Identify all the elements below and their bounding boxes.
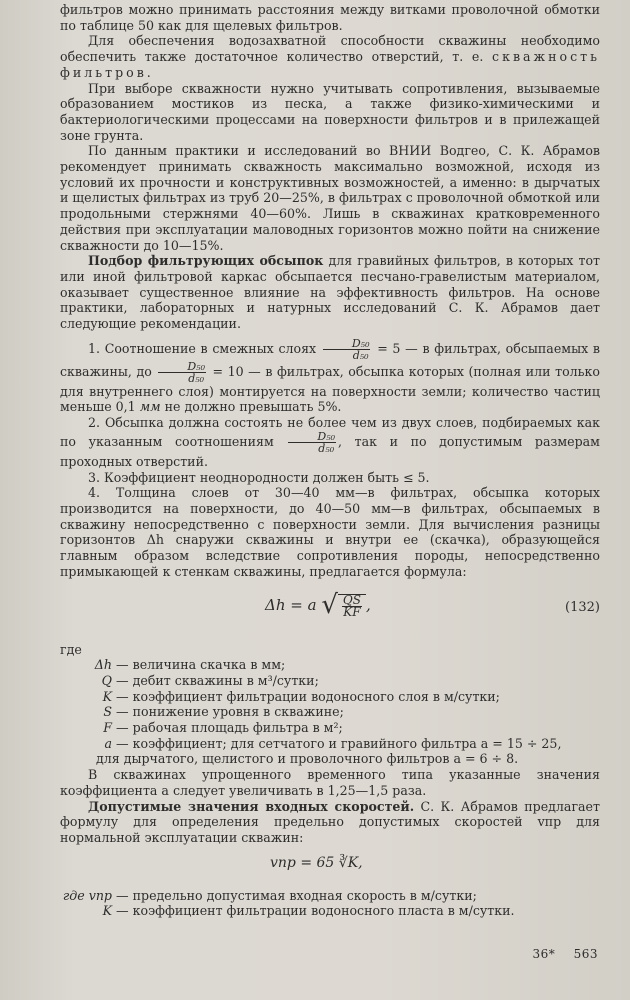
- formula-velocity: vпр = 65 ∛K,: [270, 854, 363, 871]
- definition-symbol: S: [103, 704, 112, 720]
- definition-text: — рабочая площадь фильтра в м²;: [116, 720, 343, 736]
- formula-132: Δh = a √ $\frac{QS}{KF}$ , (132): [265, 589, 600, 620]
- definition-row: [60, 903, 600, 919]
- list-item: 2. Обсыпка должна состоять не более чем из двух слоев, подбираемых как по указанным соотношениям $\frac{\text{D₅₀}}{\text{d₅₀}}$ , так и по допустимым размерам проходных отверстий.: [60, 415, 600, 469]
- fraction: $\frac{\text{D₅₀}}{\text{d₅₀}}$: [323, 338, 371, 361]
- paragraph: В скважинах упрощенного временного типа указанные значения коэффициента a следует увеличивать в 1,25—1,5 раза.: [60, 767, 600, 798]
- formula-number: (132): [565, 599, 600, 615]
- list-item: 4. Толщина слоев от 30—40 мм—в фильтрах, обсыпка которых производится на поверхности, до 40—50 мм—в фильтрах, обсыпаемых в скважину непосредственно с поверхности земли. Для вычисления разницы горизонтов Δh снаружи скважины и внутри ее (скачка), образующейся главным образом вследствие сопротивления породы, непосредственно примыкающей к стенкам скважины, предлагается формула:: [60, 485, 600, 579]
- definition-continuation: для дырчатого, щелистого и проволочного фильтров a = 6 ÷ 8.: [96, 751, 519, 767]
- definition-row: [60, 888, 600, 904]
- section-heading: Допустимые значения входных скоростей.: [88, 798, 415, 814]
- definition-symbol: K: [102, 688, 112, 704]
- spaced-term: скважность фильтров.: [60, 49, 600, 80]
- paragraph: По данным практики и исследований во ВНИИ Водгео, С. К. Абрамов рекомендует принимать скважность максимально возможной, исходя из условий их прочности и конструктивных возможностей, а именно: в дырчатых и щелистых фильтрах из труб 20—25%, в фильтрах с проволочной обмоткой или продольными стержнями 40—60%. Лишь в скважинах кратковременного действия при эксплуатации маловодных горизонтов можно пойти на снижение скважности до 10—15%.: [60, 143, 600, 253]
- definition-text: — коэффициент фильтрации водоносного слоя в м/сутки;: [116, 688, 500, 704]
- paragraph: [60, 253, 600, 332]
- section-heading: Подбор фильтрующих обсыпок: [88, 253, 324, 269]
- fraction: $\frac{\text{D₅₀}}{\text{d₅₀}}$: [288, 431, 336, 454]
- definition-symbol: Δh: [94, 657, 112, 673]
- definition-symbol: K: [102, 903, 112, 919]
- definition-text: — понижение уровня в скважине;: [116, 704, 344, 720]
- definition-text: — коэффициент; для сетчатого и гравийного фильтра a = 15 ÷ 25,: [116, 735, 562, 751]
- definition-text: — величина скачка в мм;: [116, 657, 286, 673]
- definition-text: — дебит скважины в м³/сутки;: [116, 672, 319, 688]
- definition-symbol: F: [103, 720, 112, 736]
- definition-row: [60, 736, 600, 752]
- definitions: [60, 888, 600, 919]
- page-footer: [518, 947, 598, 963]
- definitions: где Δh — величина скачка в мм; Q — дебит скважины в м³/сутки; K — коэффициент фильтрации водоносного слоя в м/сутки; S — понижение уровня в скважине; F — рабочая площадь фильтра в м²; a — коэффициент; для сетчатого и гравийного фильтра a = 15 ÷ 25, для дырчатого, щелистого и проволочного фильтров a = 6 ÷ 8.: [60, 642, 600, 768]
- paragraph-text: для гравийных фильтров, в которых тот или иной фильтровой каркас обсыпается песчано-гравелистым материалом, оказывает существенное влияние на эффективность фильтров. На основе практики, лабораторных и натурных исследований С. К. Абрамов дает следующие рекомендации.: [60, 253, 600, 332]
- paragraph: фильтров можно принимать расстояния между витками проволочной обмотки по таблице 50 как для щелевых фильтров.: [60, 2, 600, 33]
- paragraph-text: Для обеспечения водозахватной способности скважины необходимо обеспечить также достаточное количество отверстий, т. е.: [60, 33, 600, 65]
- page-number: 563: [573, 947, 598, 961]
- definition-row: [60, 704, 600, 720]
- definition-row: [60, 673, 600, 689]
- definition-text: — предельно допустимая входная скорость в м/сутки;: [116, 887, 477, 903]
- definition-symbol: Q: [101, 672, 112, 688]
- paragraph: При выборе скважности нужно учитывать сопротивления, вызываемые образованием мостиков из песка, а также физико-химическими и бактериологическими процессами на поверхности фильтров и в прилежащей зоне грунта.: [60, 80, 600, 143]
- definition-row: [60, 657, 600, 673]
- definition-symbol: a: [104, 735, 112, 751]
- fraction: $\frac{\text{D₅₀}}{\text{d₅₀}}$: [158, 361, 206, 384]
- definition-row: [60, 720, 600, 736]
- definition-symbol: где vпр: [62, 887, 112, 903]
- paragraph: [60, 33, 600, 80]
- list-item: 3. Коэффициент неоднородности должен быть ≤ 5.: [88, 469, 430, 485]
- list-item: 1. Соотношение в смежных слоях $\frac{\text{D₅₀}}{\text{d₅₀}}$ = 5 — в фильтрах, обсыпаемых в скважины, до $\frac{\text{D₅₀}}{\text{d₅₀}}$ = 10 — в фильтрах, обсыпка которых (полная или только для внутреннего слоя) монтируется на поверхности земли; количество частиц меньше 0,1 мм не должно превышать 5%.: [60, 336, 600, 415]
- definition-text: — коэффициент фильтрации водоносного пласта в м/сутки.: [116, 903, 515, 919]
- signature-mark: 36*: [532, 947, 556, 961]
- definition-row: [60, 689, 600, 705]
- paragraph: Допустимые значения входных скоростей. С. К. Абрамов предлагает формулу для определения предельно допустимых скоростей vпр для нормальной эксплуатации скважин:: [60, 798, 600, 845]
